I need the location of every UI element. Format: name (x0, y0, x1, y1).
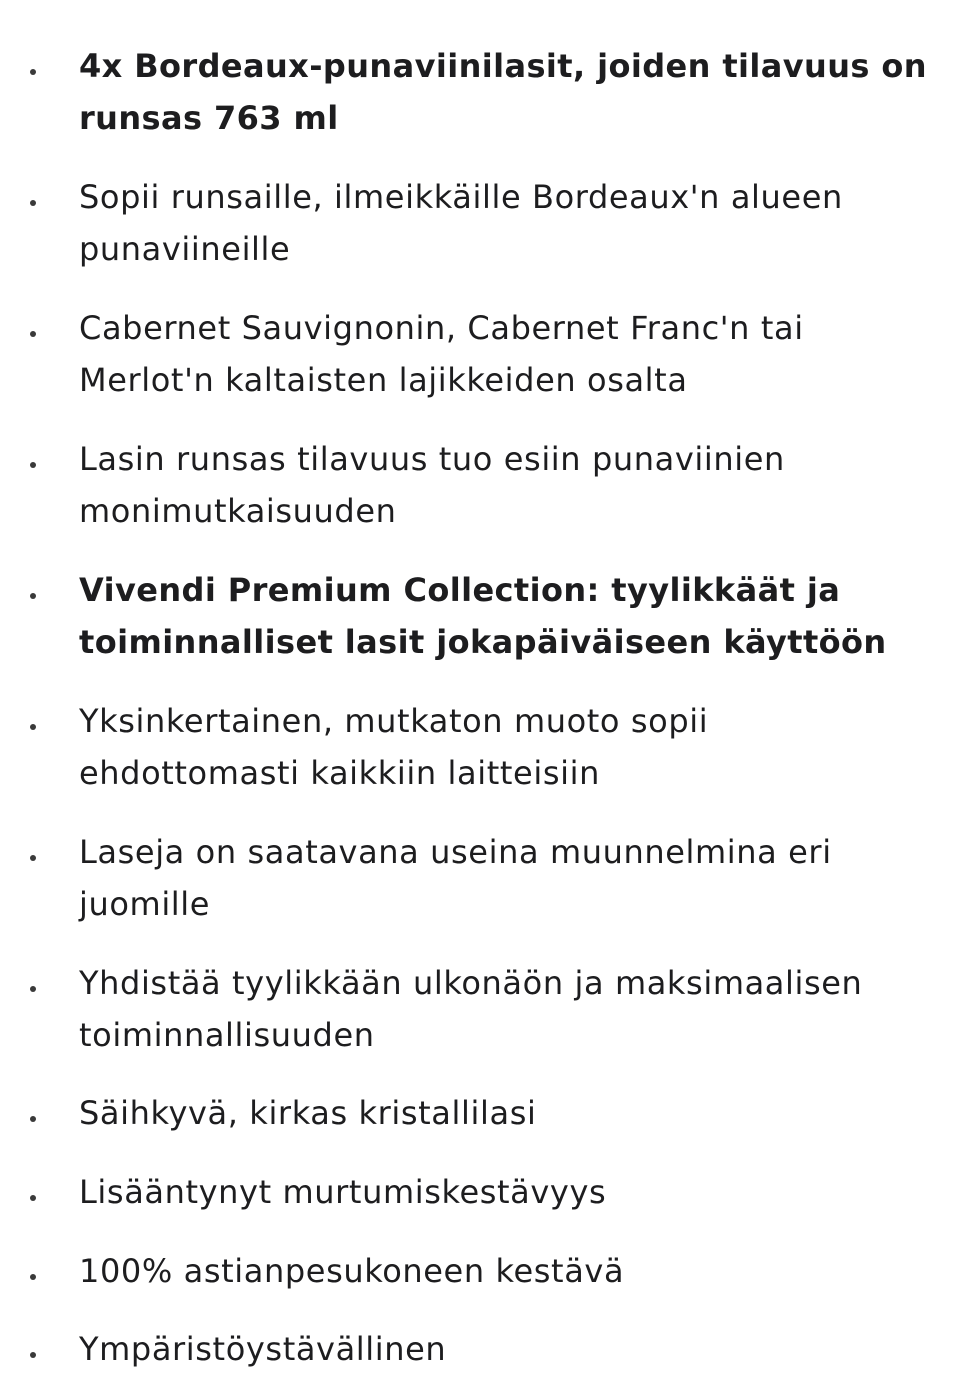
bullet-icon (30, 69, 36, 75)
bullet-icon (30, 986, 36, 992)
bullet-icon (30, 1274, 36, 1280)
bullet-icon (30, 724, 36, 730)
bullet-icon (30, 855, 36, 861)
list-item-text: Cabernet Sauvignonin, Cabernet Franc'n tai Merlot'n kaltaisten lajikkeiden osalta (79, 309, 804, 399)
list-item-text: Vivendi Premium Collection: tyylikkäät ja toiminnalliset lasit jokapäiväiseen käyttöön (79, 571, 887, 661)
bullet-icon (30, 593, 36, 599)
bullet-icon (30, 1352, 36, 1358)
list-item-text: Sopii runsaille, ilmeikkäille Bordeaux'n alueen punaviineille (79, 178, 843, 268)
bullet-icon (30, 331, 36, 337)
list-item-text: Säihkyvä, kirkas kristallilasi (79, 1094, 537, 1132)
list-item-text: Ympäristöystävällinen (79, 1330, 447, 1368)
list-item-text: Laseja on saatavana useina muunnelmina eri juomille (79, 833, 832, 923)
list-item-text: Yhdistää tyylikkään ulkonäön ja maksimaalisen toiminnallisuuden (79, 964, 863, 1054)
bullet-icon (30, 1116, 36, 1122)
list-item-text: Yksinkertainen, mutkaton muoto sopii ehdottomasti kaikkiin laitteisiin (79, 702, 709, 792)
bullet-icon (30, 462, 36, 468)
list-item-text: 100% astianpesukoneen kestävä (79, 1252, 625, 1290)
bullet-icon (30, 200, 36, 206)
list-item-text: Lisääntynyt murtumiskestävyys (79, 1173, 607, 1211)
list-item-text: 4x Bordeaux-punaviinilasit, joiden tilavuus on runsas 763 ml (79, 47, 927, 137)
bullet-icon (30, 1195, 36, 1201)
list-item-text: Lasin runsas tilavuus tuo esiin punaviinien monimutkaisuuden (79, 440, 785, 530)
